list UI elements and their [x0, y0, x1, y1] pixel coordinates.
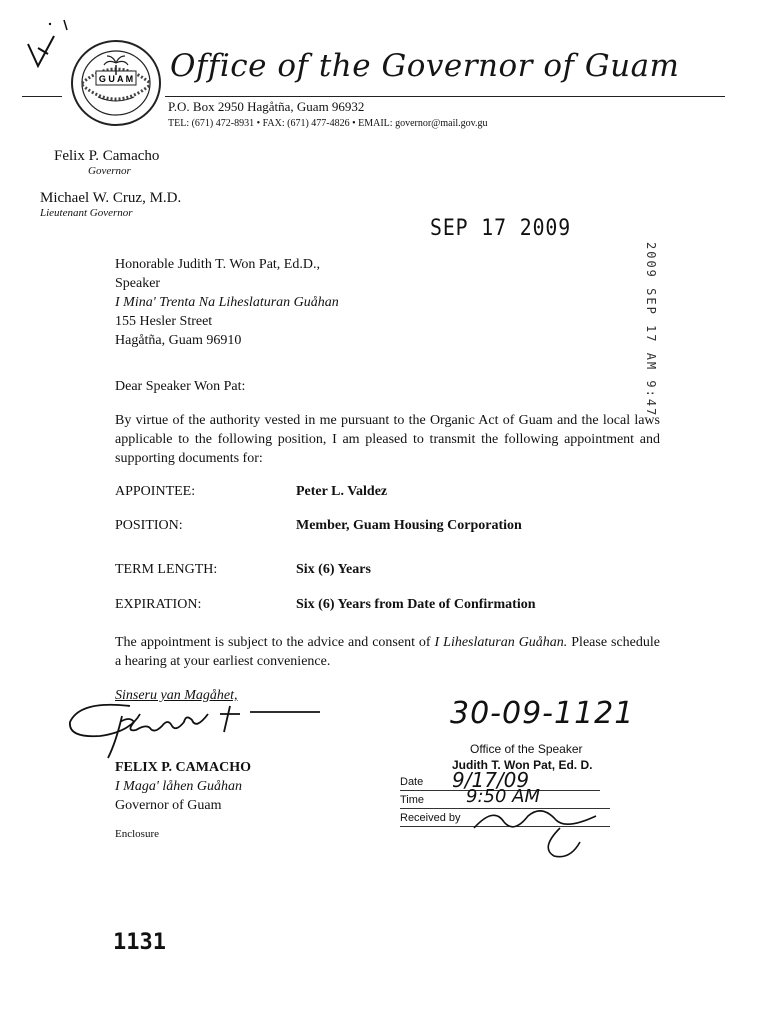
page-number: 1131 — [113, 930, 166, 955]
lt-governor-name: Michael W. Cruz, M.D. — [40, 190, 182, 206]
intro-paragraph: By virtue of the authority vested in me pursuant to the Organic Act of Guam and the local laws applicable to the following position, I am pleased to transmit the following appointment and supporting documents for: — [115, 413, 660, 466]
received-initials-icon — [470, 798, 610, 858]
svg-text:G U A M: G U A M — [98, 74, 134, 84]
recipient-line: Speaker — [115, 276, 161, 291]
field-label: APPOINTEE: — [115, 484, 196, 499]
letterhead-rule — [165, 96, 725, 97]
enclosure-note: Enclosure — [115, 828, 159, 840]
stamp-time-row: Time 9:50 AM — [400, 794, 610, 809]
recipient-line: Honorable Judith T. Won Pat, Ed.D., — [115, 257, 320, 272]
field-label: EXPIRATION: — [115, 597, 202, 612]
recipient-line: 155 Hesler Street — [115, 314, 213, 329]
signoff: Sinseru yan Magåhet, — [115, 688, 238, 703]
salutation: Dear Speaker Won Pat: — [115, 379, 246, 394]
closing-paragraph: The appointment is subject to the advice and consent of I Liheslaturan Guåhan. Please schedule a hearing at your earliest convenience. — [115, 635, 660, 669]
lt-governor-role: Lieutenant Governor — [40, 207, 133, 219]
stamp-speaker: Judith T. Won Pat, Ed. D. — [452, 758, 593, 772]
signer-name: FELIX P. CAMACHO — [115, 760, 251, 775]
recipient-address — [115, 255, 339, 350]
signature-icon — [60, 692, 320, 762]
field-label: TERM LENGTH: — [115, 562, 218, 577]
field-value: Six (6) Years — [296, 562, 371, 577]
field-value: Peter L. Valdez — [296, 484, 388, 499]
stamp-office: Office of the Speaker — [470, 742, 583, 756]
signer-title-native: I Maga' låhen Guåhan — [115, 779, 243, 794]
stamp-date-row: Date 9/17/09 — [400, 776, 600, 791]
letterhead-rule-left — [22, 96, 62, 97]
stamp-received-row: Received by — [400, 812, 610, 827]
margin-check-mark-icon — [20, 14, 70, 74]
recipient-line: Hagåtña, Guam 96910 — [115, 333, 242, 348]
po-box: P.O. Box 2950 Hagåtña, Guam 96932 — [168, 99, 365, 114]
governor-role: Governor — [88, 165, 131, 177]
recipient-line: I Mina' Trenta Na Liheslaturan Guåhan — [115, 295, 339, 310]
guam-seal-icon — [68, 35, 164, 131]
field-label: POSITION: — [115, 518, 183, 533]
date-stamp: SEP 17 2009 — [430, 216, 572, 241]
governor-name: Felix P. Camacho — [54, 148, 160, 164]
margin-received-stamp: 2009 SEP 17 AM 9:47 — [644, 242, 658, 418]
governor-block — [54, 148, 159, 177]
signer-title: Governor of Guam — [115, 798, 222, 813]
lt-governor-block — [40, 190, 181, 219]
signature-block — [115, 758, 251, 815]
field-value: Member, Guam Housing Corporation — [296, 518, 522, 533]
field-value: Six (6) Years from Date of Confirmation — [296, 597, 536, 612]
handwritten-number: 30-09-1121 — [450, 696, 635, 731]
contact-info: TEL: (671) 472-8931 • FAX: (671) 477-4826 • EMAIL: governor@mail.gov.gu — [168, 118, 488, 129]
office-title: Office of the Governor of Guam — [170, 48, 680, 84]
